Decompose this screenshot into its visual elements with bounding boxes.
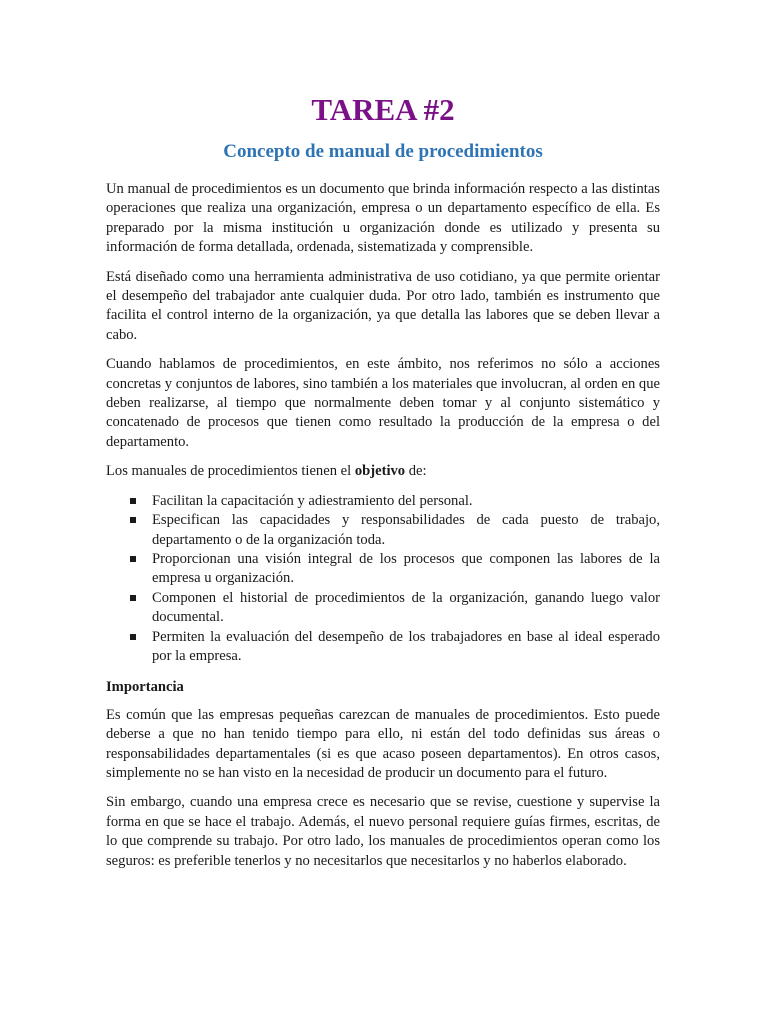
objective-intro-before: Los manuales de procedimientos tienen el bbox=[106, 463, 355, 480]
list-item-text: Proporcionan una visión integral de los procesos que componen las labores de la empresa u organización. bbox=[152, 550, 660, 587]
list-item bbox=[106, 589, 660, 628]
importance-heading: Importancia bbox=[106, 679, 184, 696]
list-item bbox=[106, 550, 660, 589]
list-item-text: Componen el historial de procedimientos de la organización, ganando luego valor documental. bbox=[152, 589, 660, 626]
paragraph-design: Está diseñado como una herramienta administrativa de uso cotidiano, ya que permite orientar el desempeño del trabajador ante cualquier duda. Por otro lado, también es instrumento que facilita el control interno de la organización, ya que detalla las labores que se deben llevar a cabo. bbox=[106, 268, 660, 343]
paragraph-definition: Un manual de procedimientos es un documento que brinda información respecto a las distintas operaciones que realiza una organización, empresa o un departamento específico de ella. Es preparado por la misma institución u organización donde es utilizado y presenta su información de forma detallada, ordenada, sistematizada y comprensible. bbox=[106, 181, 660, 256]
objective-intro-bold: objetivo bbox=[354, 463, 406, 480]
document-subtitle: Concepto de manual de procedimientos bbox=[223, 141, 543, 162]
square-bullet-icon bbox=[130, 556, 136, 562]
list-item-text: Especifican las capacidades y responsabilidades de cada puesto de trabajo, departamento o de la organización toda. bbox=[152, 512, 660, 548]
objectives-list bbox=[106, 492, 660, 667]
square-bullet-icon bbox=[130, 595, 136, 601]
paragraph-importance-1: Es común que las empresas pequeñas carezcan de manuales de procedimientos. Esto puede deberse a que no han tenido tiempo para ello, ni están del todo definidas sus áreas o responsabilidades departamentales (si es que acaso poseen departamentos). En otros casos, simplemente no se han visto en la necesidad de producir un documento para el futuro. bbox=[106, 706, 660, 781]
square-bullet-icon bbox=[130, 498, 136, 504]
square-bullet-icon bbox=[130, 634, 136, 640]
list-item bbox=[106, 628, 660, 667]
paragraph-procedures: Cuando hablamos de procedimientos, en este ámbito, nos referimos no sólo a acciones concretas y conjuntos de labores, sino también a los materiales que involucran, al orden en que deben realizarse, al tiempo que normalmente deben tomar y al conjunto sistemático y concatenado de procesos que tienen como resultado la producción de la empresa o del departamento. bbox=[106, 356, 660, 450]
objective-intro-after: de: bbox=[405, 463, 427, 480]
list-item bbox=[106, 492, 660, 511]
list-item-text: Permiten la evaluación del desempeño de los trabajadores en base al ideal esperado por la empresa. bbox=[152, 628, 660, 664]
paragraph-importance-2: Sin embargo, cuando una empresa crece es necesario que se revise, cuestione y supervise la forma en que se hace el trabajo. Además, el nuevo personal requiere guías firmes, escritas, de lo que comprende su trabajo. Por otro lado, los manuales de procedimientos operan como los seguros: es preferible tenerlos y no necesitarlos que necesitarlos y no haberlos elaborado. bbox=[106, 794, 660, 869]
document-page bbox=[106, 92, 660, 881]
paragraph-objective-intro bbox=[106, 462, 660, 481]
list-item-text: Facilitan la capacitación y adiestramiento del personal. bbox=[152, 492, 473, 509]
document-title: TAREA #2 bbox=[311, 92, 455, 127]
list-item bbox=[106, 511, 660, 550]
square-bullet-icon bbox=[130, 517, 136, 523]
